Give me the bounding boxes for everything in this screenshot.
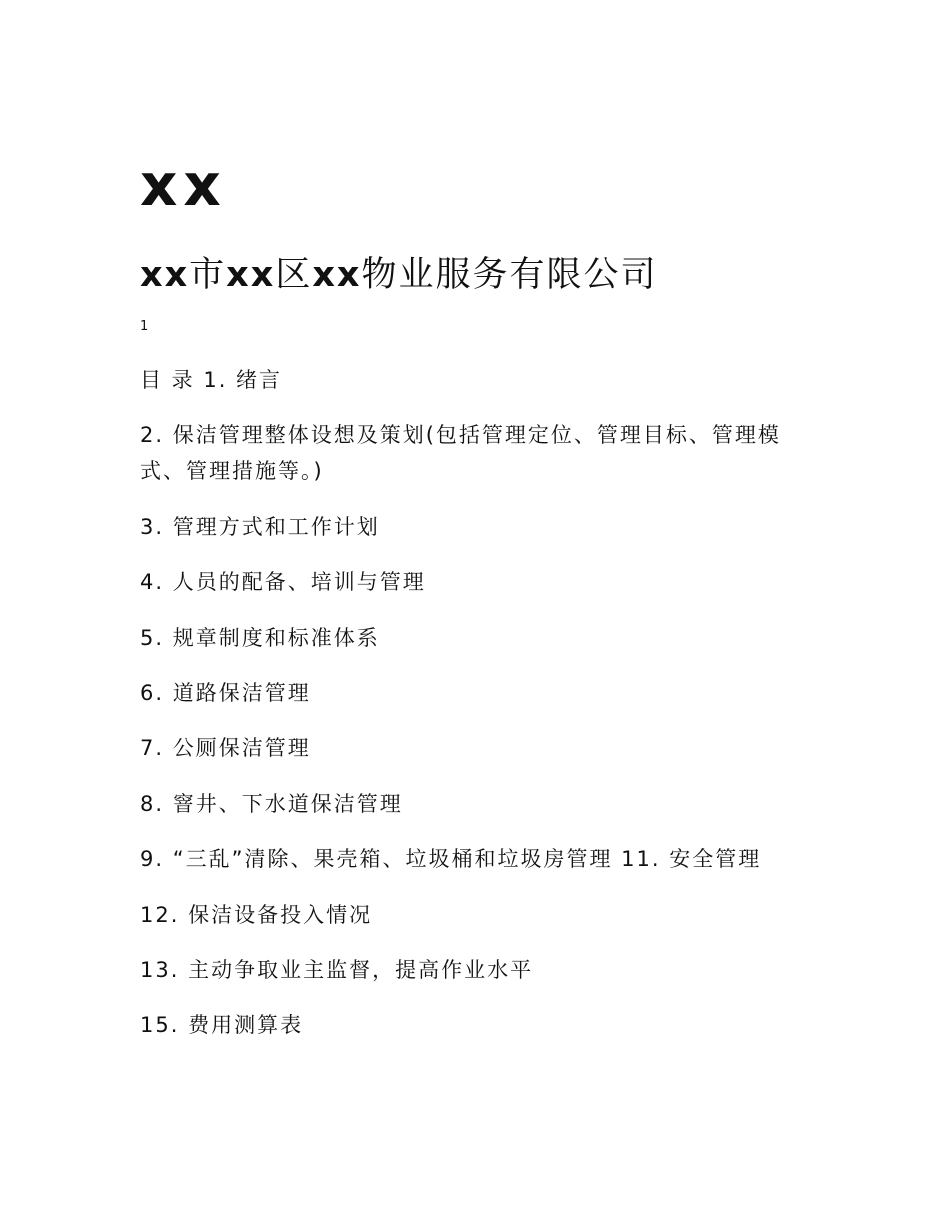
toc-item: 6. 道路保洁管理 <box>140 680 311 705</box>
company-name-part: 市 <box>189 255 227 295</box>
toc-item: 2. 保洁管理整体设想及策划(包括管理定位、管理目标、管理模式、管理措施等。) <box>140 423 781 484</box>
company-name <box>140 252 658 298</box>
company-name-part: xx <box>140 255 190 295</box>
page-number: 1 <box>140 319 149 334</box>
toc-item: 13. 主动争取业主监督，提高作业水平 <box>140 957 534 982</box>
toc-item: 12. 保洁设备投入情况 <box>140 902 373 927</box>
toc-item: 4. 人员的配备、培训与管理 <box>140 570 426 595</box>
toc-item: 5. 规章制度和标准体系 <box>140 625 380 650</box>
toc-item: 9. “三乱”清除、果壳箱、垃圾桶和垃圾房管理 11. 安全管理 <box>140 847 762 872</box>
toc-item: 7. 公厕保洁管理 <box>140 736 311 761</box>
company-name-part: 物业服务有限公司 <box>361 255 658 295</box>
table-of-contents <box>140 362 800 1063</box>
company-name-part: 区 <box>275 255 313 295</box>
document-title: xx <box>140 151 227 219</box>
toc-item: 15. 费用测算表 <box>140 1013 304 1038</box>
company-name-part: xx <box>312 255 362 295</box>
toc-item: 目 录 1. 绪言 <box>140 368 283 392</box>
toc-item: 3. 管理方式和工作计划 <box>140 514 380 539</box>
toc-item: 8. 窨井、下水道保洁管理 <box>140 791 403 816</box>
company-name-part: xx <box>226 255 276 295</box>
